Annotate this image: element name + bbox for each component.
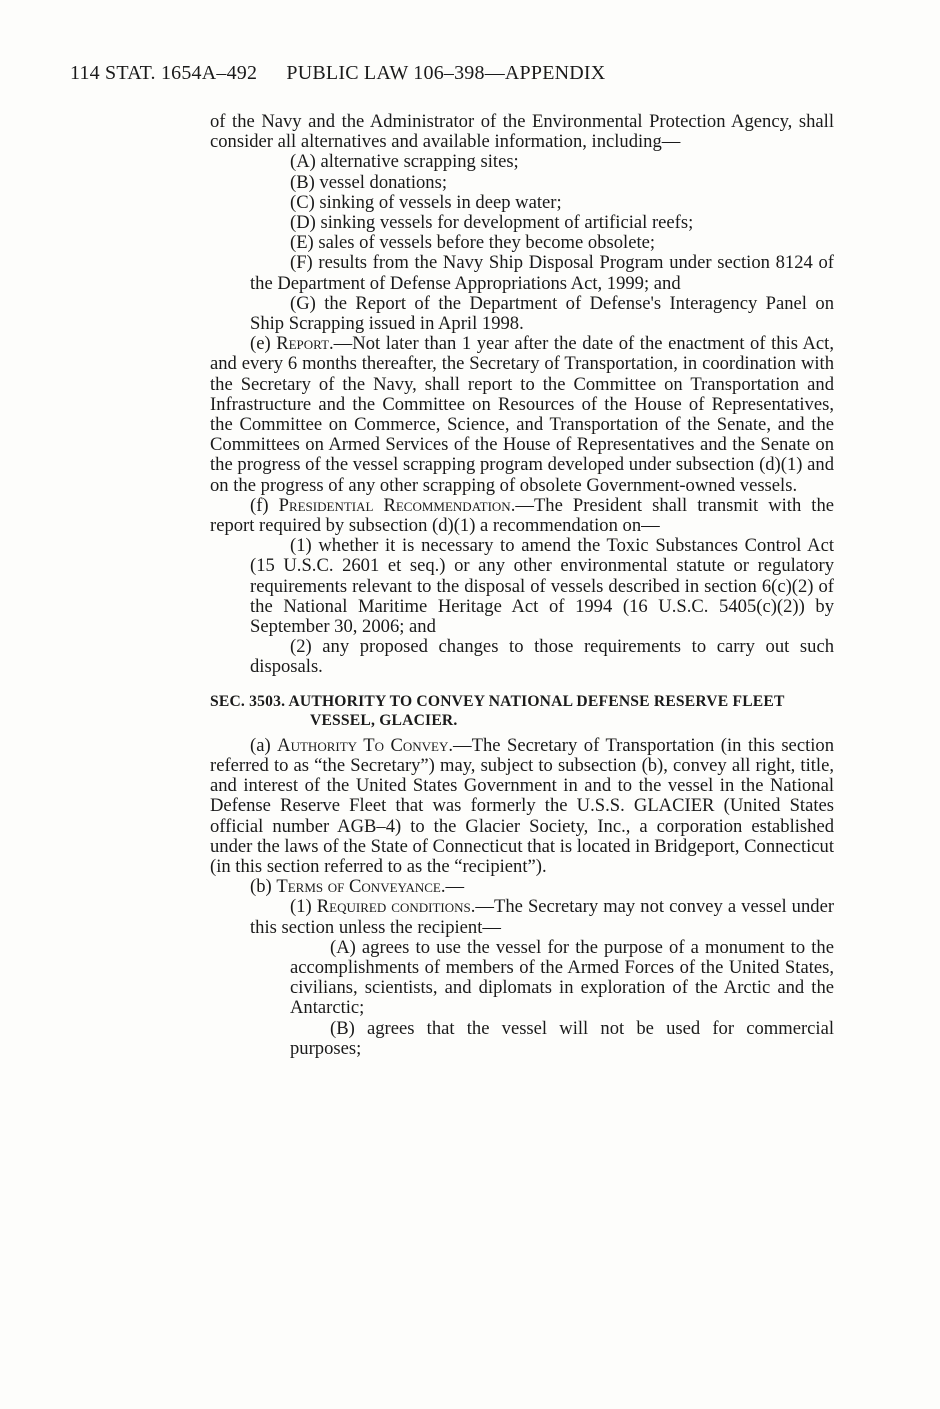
subsection-f-heading: Presidential Recommendation. — [278, 494, 516, 516]
list-item-f-2: (2) any proposed changes to those requirements to carry out such disposals. — [250, 636, 834, 678]
subsection-a-text: —The Secretary of Transportation (in this section referred to as “the Secretary”) may, subject to subsection (b), convey all right, title, and interest of the United States Government in and to the vessel in the National Defense Reserve Fleet that was formerly the U.S.S. GLACIER (United States official number AGB–4) to the Glacier Society, Inc., a corporation established under the laws of the State of Connecticut that is located in Bridgeport, Connecticut (in this section referred to as the “recipient”). — [210, 734, 834, 877]
document-body — [210, 112, 834, 1059]
subsection-a-authority — [210, 736, 834, 877]
paragraph-b-1-text: —The Secretary may not convey a vessel under this section unless the recipient— — [250, 896, 835, 938]
subsection-e-text: —Not later than 1 year after the date of the enactment of this Act, and every 6 months thereafter, the Secretary of Transportation, in coordination with the Secretary of the Navy, shall report to the Committee on Transportation and Infrastructure and the Committee on Resources of the House of Representatives, the Committee on Commerce, Science, and Transportation of the Senate, and the Committees on Armed Services of the House of Representatives and the Senate on the progress of the vessel scrapping program developed under subsection (d)(1) and on the progress of any other scrapping of obsolete Government-owned vessels. — [210, 333, 834, 496]
list-item-d-c: (C) sinking of vessels in deep water; — [290, 191, 562, 213]
subsection-b-terms — [210, 877, 834, 897]
subsection-a-heading: Authority To Convey. — [277, 734, 454, 756]
subsection-b-marker: (b) — [250, 876, 272, 898]
list-item-b1-a: (A) agrees to use the vessel for the purpose of a monument to the accomplishments of members of the Armed Forces of the United States, civilians, scientists, and diplomats in exploration of the Arctic and the Antarctic; — [290, 936, 834, 1019]
subsection-e-heading: Report. — [276, 333, 334, 355]
subsection-b-heading: Terms of Conveyance. — [276, 876, 446, 898]
paragraph-b-1-marker: (1) — [290, 896, 312, 918]
running-header — [70, 62, 605, 85]
section-heading: SEC. 3503. AUTHORITY TO CONVEY NATIONAL DEFENSE RESERVE FLEET VESSEL, GLACIER. — [210, 692, 785, 729]
list-item-b1-b: (B) agrees that the vessel will not be used for commercial purposes; — [290, 1017, 834, 1059]
subsection-e-report — [210, 334, 834, 496]
subsection-f-marker: (f) — [250, 494, 269, 516]
paragraph-b-1 — [210, 897, 834, 937]
list-item-f-1: (1) whether it is necessary to amend the Toxic Substances Control Act (15 U.S.C. 2601 et seq.) or any other environmental statute or regulatory requirements relevant to the disposal of vessels described in section 6(c)(2) of the National Maritime Heritage Act of 1994 (16 U.S.C. 5405(c)(2)) by September 30, 2006; and — [250, 535, 834, 638]
list-item-d-e: (E) sales of vessels before they become obsolete; — [290, 232, 656, 254]
list-item-d-a: (A) alternative scrapping sites; — [290, 151, 519, 173]
paragraph-b-1-heading: Required conditions. — [316, 896, 476, 918]
list-item-d-g: (G) the Report of the Department of Defense's Interagency Panel on Ship Scrapping issued in April 1998. — [250, 292, 834, 335]
subsection-f-text: —The President shall transmit with the report required by subsection (d)(1) a recommendation on— — [210, 494, 834, 537]
subsection-e-marker: (e) — [250, 333, 271, 355]
statute-page-number: 114 STAT. 1654A–492 — [70, 62, 258, 84]
intro-paragraph: of the Navy and the Administrator of the Environmental Protection Agency, shall consider all alternatives and available information, including— — [210, 111, 834, 153]
subsection-a-marker: (a) — [250, 734, 271, 756]
list-item-d-b: (B) vessel donations; — [290, 171, 447, 193]
subsection-f-recommendation — [210, 496, 834, 536]
list-item-d-f: (F) results from the Navy Ship Disposal Program under section 8124 of the Department of Defense Appropriations Act, 1999; and — [250, 252, 834, 294]
subsection-b-dash: — — [445, 876, 465, 898]
list-item-d-d: (D) sinking vessels for development of artificial reefs; — [290, 212, 694, 234]
public-law-title: PUBLIC LAW 106–398—APPENDIX — [286, 62, 606, 84]
